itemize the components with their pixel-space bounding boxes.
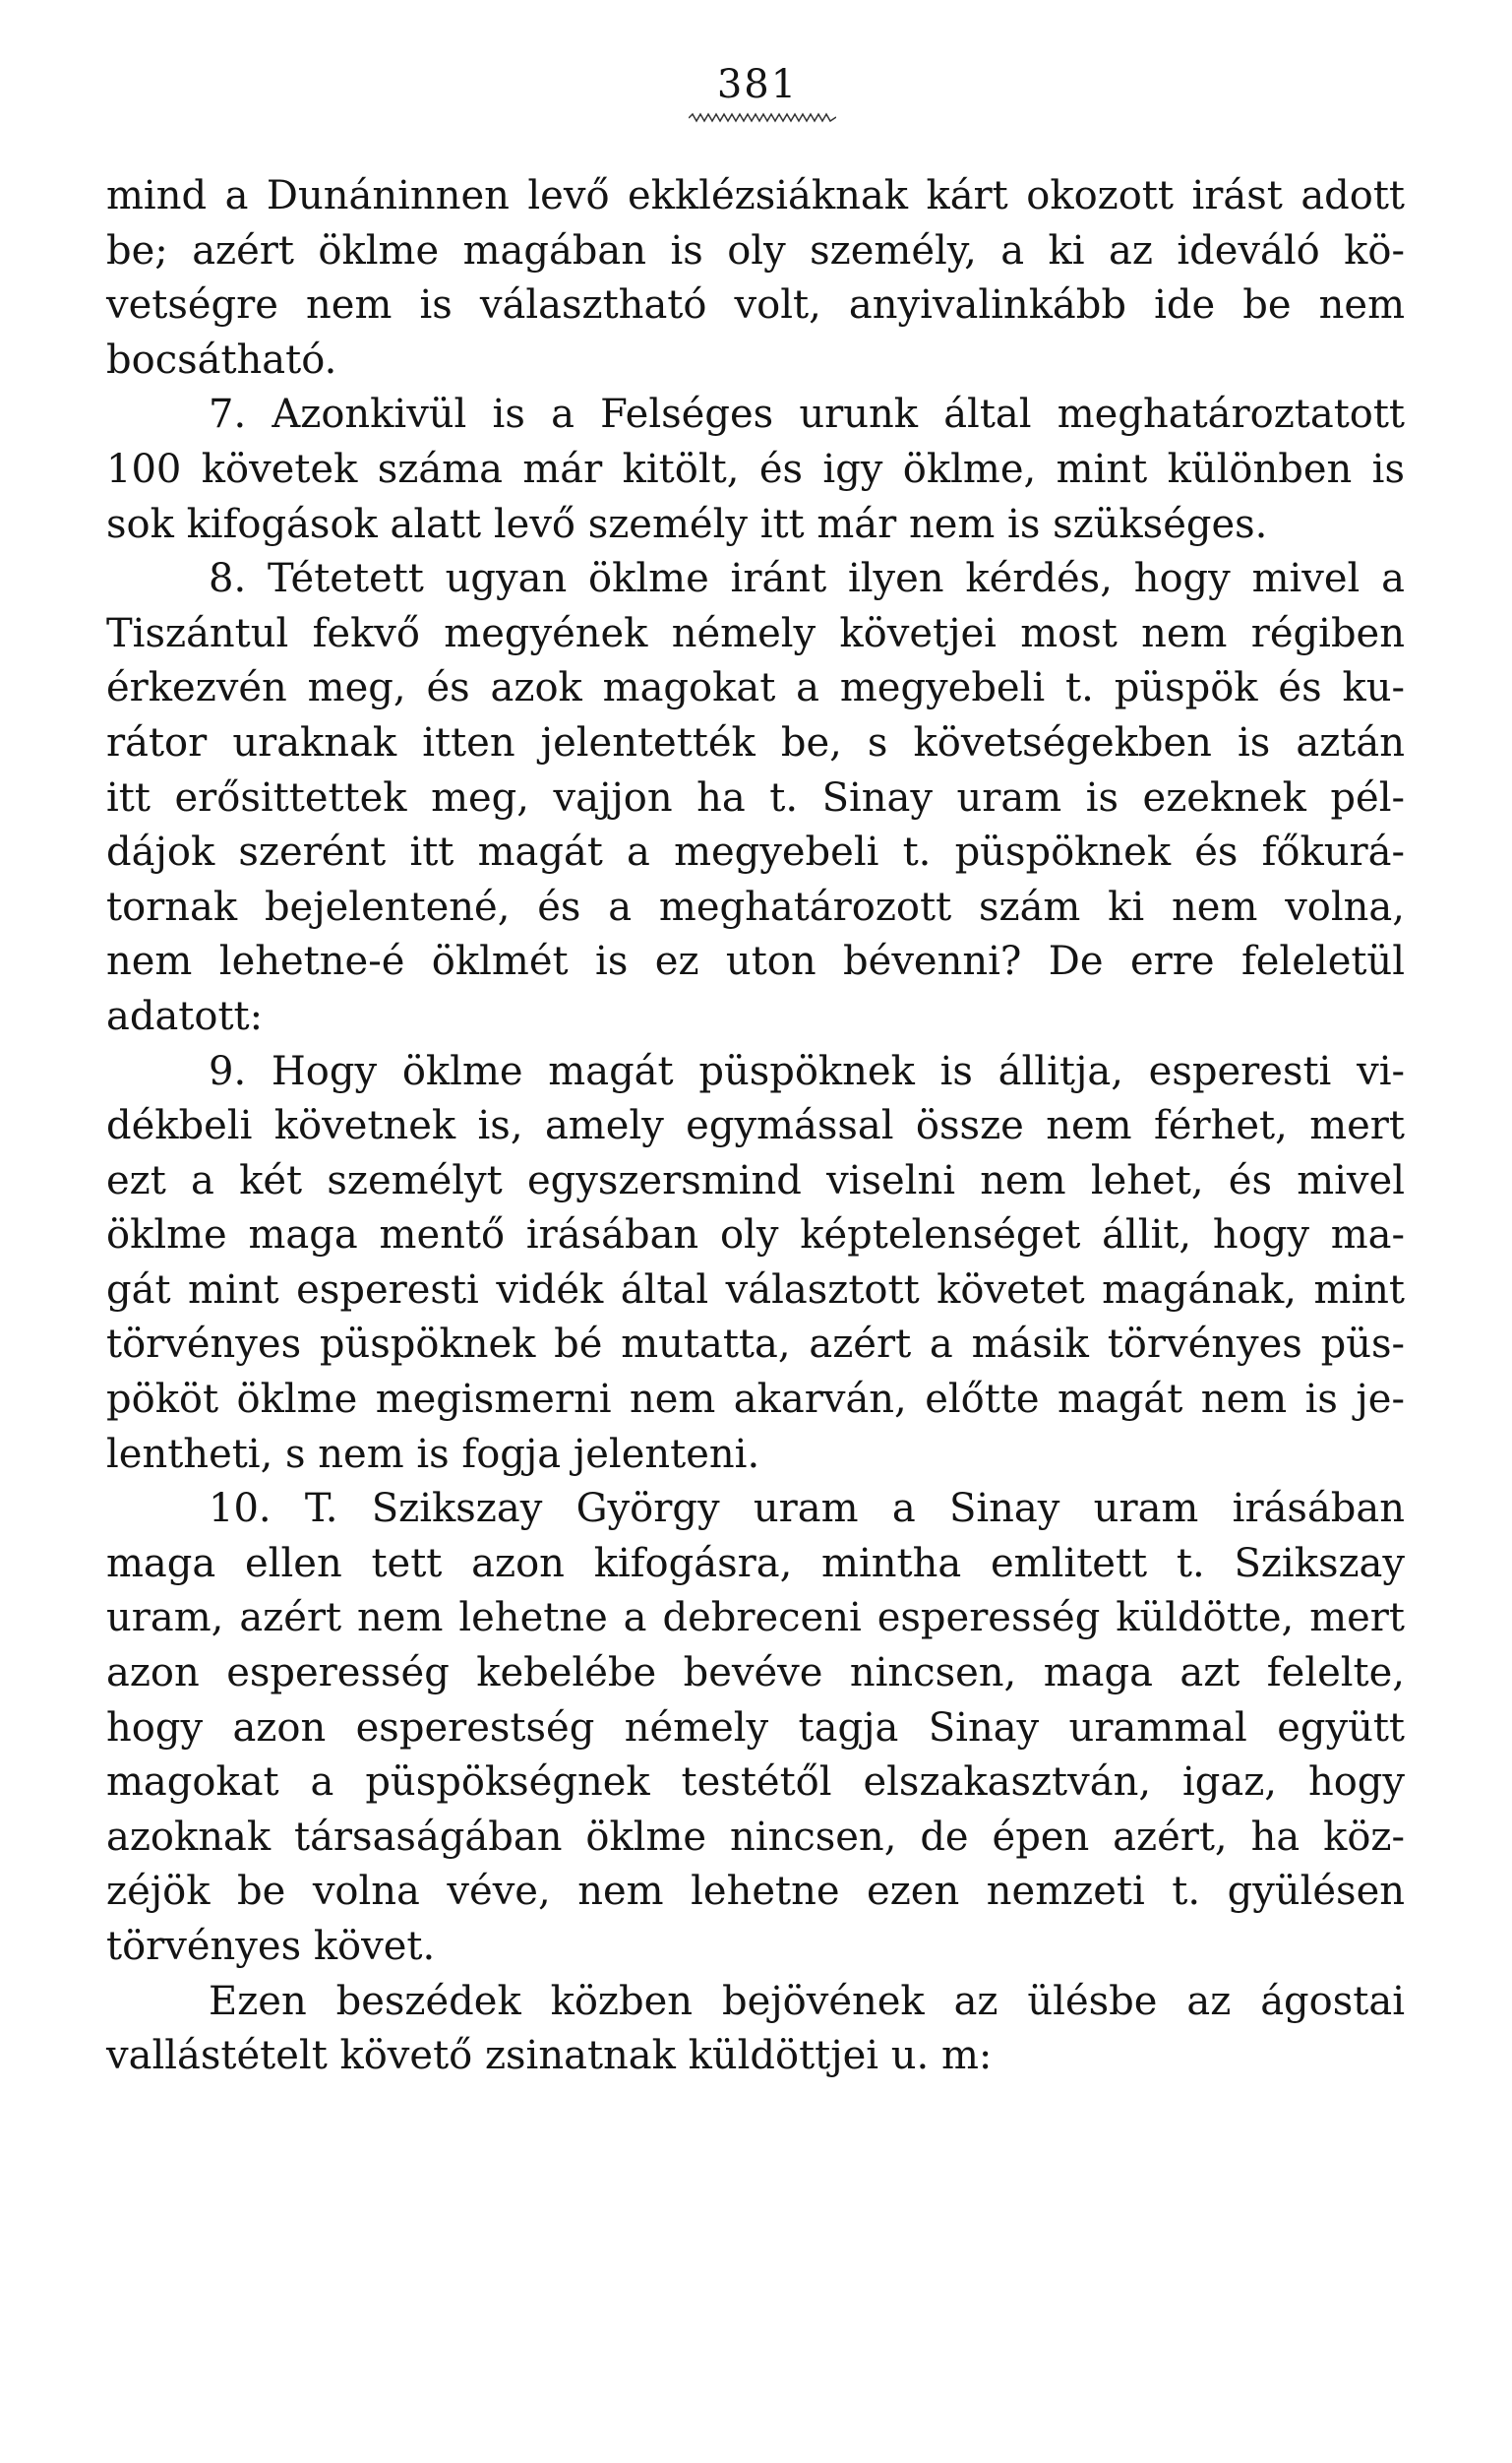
text-line: öklme maga mentő irásában oly képtelenséget állit, hogy ma- bbox=[106, 1212, 1405, 1259]
text-line: azoknak társaságában öklme nincsen, de épen azért, ha köz- bbox=[106, 1814, 1405, 1860]
text-line: lentheti, s nem is fogja jelenteni. bbox=[106, 1431, 760, 1477]
text-line: itt erősittettek meg, vajjon ha t. Sinay uram is ezeknek pél- bbox=[106, 774, 1405, 821]
text-line: rátor uraknak itten jelentették be, s követségekben is aztán bbox=[106, 719, 1405, 766]
text-line: dájok szerént itt magát a megyebeli t. püspöknek és főkurá- bbox=[106, 830, 1405, 876]
page-number: 381 bbox=[716, 62, 799, 107]
text-line: Tiszántul fekvő megyének némely követjei most nem régiben bbox=[106, 610, 1405, 656]
text-line: azon esperesség kebelébe bevéve nincsen, maga azt felelte, bbox=[106, 1650, 1405, 1696]
text-line: maga ellen tett azon kifogásra, mintha emlitett t. Szikszay bbox=[106, 1540, 1405, 1586]
text-line: 10. T. Szikszay György uram a Sinay uram irásában bbox=[209, 1486, 1405, 1532]
body-text bbox=[106, 169, 1405, 2084]
text-line: hogy azon esperestség némely tagja Sinay urammal együtt bbox=[106, 1704, 1405, 1751]
text-line: vetségre nem is választható volt, anyivalinkább ide be nem bbox=[106, 282, 1405, 329]
text-line: 8. Tétetett ugyan öklme iránt ilyen kérdés, hogy mivel a bbox=[209, 556, 1405, 602]
text-line: ezt a két személyt egyszersmind viselni nem lehet, és mivel bbox=[106, 1157, 1405, 1203]
text-line: érkezvén meg, és azok magokat a megyebeli t. püspök és ku- bbox=[106, 665, 1405, 711]
text-line: törvényes püspöknek bé mutatta, azért a másik törvényes püs- bbox=[106, 1322, 1405, 1368]
text-line: gát mint esperesti vidék által választott követet magának, mint bbox=[106, 1266, 1405, 1313]
text-line: zéjök be volna véve, nem lehetne ezen nemzeti t. gyülésen bbox=[106, 1869, 1405, 1915]
text-line: 7. Azonkivül is a Felséges urunk által meghatároztatott bbox=[209, 392, 1405, 438]
text-line: 100 követek száma már kitölt, és igy öklme, mint különben is bbox=[106, 446, 1405, 492]
text-line: uram, azért nem lehetne a debreceni esperesség küldötte, mert bbox=[106, 1595, 1405, 1641]
text-line: Ezen beszédek közben bejövének az ülésbe az ágostai bbox=[209, 1978, 1405, 2024]
text-line: vallástételt követő zsinatnak küldöttjei u. m: bbox=[106, 2033, 993, 2079]
text-line: adatott: bbox=[106, 993, 264, 1039]
page-number-ornament bbox=[689, 112, 836, 124]
text-line: bocsátható. bbox=[106, 337, 337, 383]
text-line: tornak bejelentené, és a meghatározott szám ki nem volna, bbox=[106, 884, 1405, 930]
text-line: törvényes követ. bbox=[106, 1924, 436, 1969]
text-line: mind a Dunáninnen levő ekklézsiáknak kárt okozott irást adott bbox=[106, 173, 1405, 218]
text-line: 9. Hogy öklme magát püspöknek is állitja, esperesti vi- bbox=[209, 1048, 1405, 1094]
text-line: nem lehetne-é öklmét is ez uton bévenni? De erre feleletül bbox=[106, 939, 1405, 985]
text-line: sok kifogások alatt levő személy itt már nem is szükséges. bbox=[106, 501, 1268, 547]
text-line: be; azért öklme magában is oly személy, a ki az ideváló kö- bbox=[106, 227, 1405, 274]
text-line: pököt öklme megismerni nem akarván, előtte magát nem is je- bbox=[106, 1377, 1405, 1423]
text-line: dékbeli követnek is, amely egymással össze nem férhet, mert bbox=[106, 1103, 1405, 1149]
text-line: magokat a püspökségnek testétől elszakasztván, igaz, hogy bbox=[106, 1759, 1405, 1806]
